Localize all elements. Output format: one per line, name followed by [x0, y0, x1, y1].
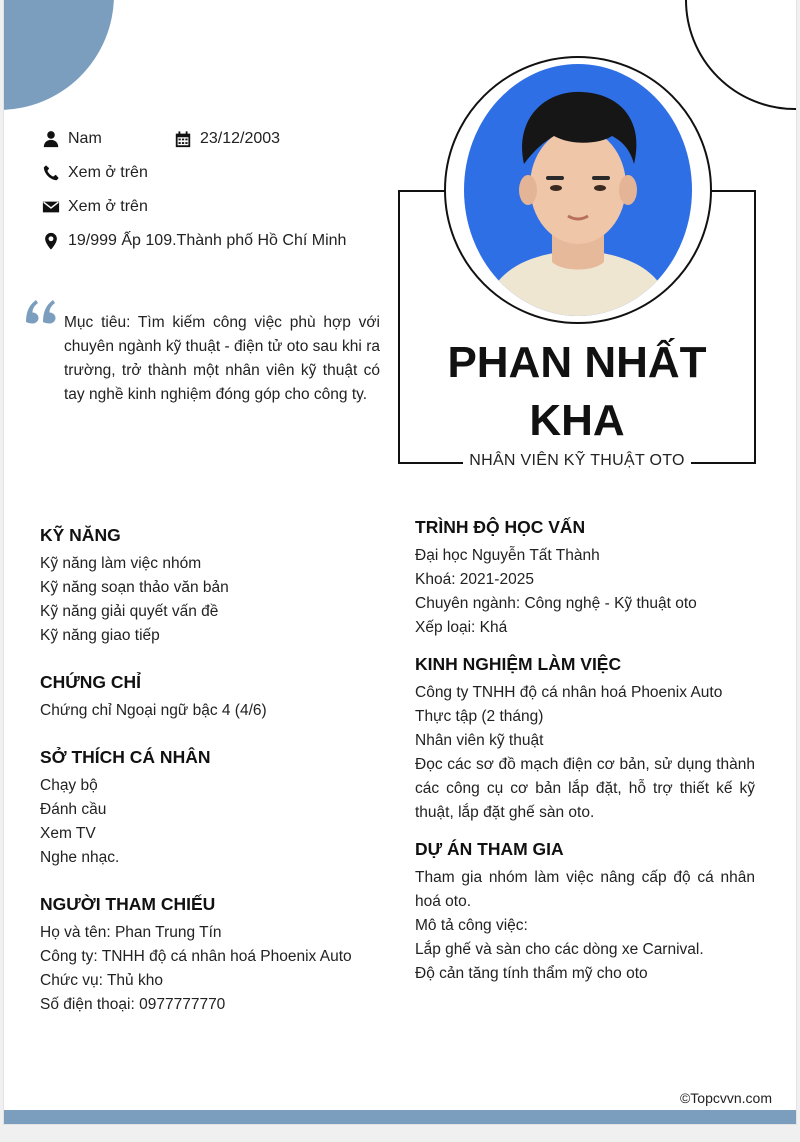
project-desc-label: Mô tả công việc: [415, 917, 528, 934]
skill-item: Kỹ năng làm việc nhóm [40, 555, 202, 572]
gender-row [42, 130, 102, 148]
address-row [42, 232, 346, 250]
reference-phone: Số điện thoại: 0977777770 [40, 996, 226, 1013]
hobbies-title: SỞ THÍCH CÁ NHÂN [40, 747, 211, 767]
skill-item: Kỹ năng giải quyết vấn đề [40, 603, 219, 620]
person-icon [42, 130, 60, 148]
skill-item: Kỹ năng soạn thảo văn bản [40, 579, 229, 596]
hobby-item: Chạy bộ [40, 777, 98, 794]
job-title-text: NHÂN VIÊN KỸ THUẬT OTO [463, 452, 691, 469]
email-text: Xem ở trên [68, 198, 148, 215]
quote-icon [24, 296, 60, 326]
hobby-item: Nghe nhạc. [40, 849, 120, 866]
cv-page [4, 0, 796, 1124]
education-major: Chuyên ngành: Công nghệ - Kỹ thuật oto [415, 595, 697, 612]
skills-list [40, 552, 229, 648]
references-list [40, 921, 352, 1017]
education-grade: Xếp loại: Khá [415, 619, 508, 636]
gender-text: Nam [68, 130, 102, 147]
education-course: Khoá: 2021-2025 [415, 571, 534, 588]
projects-details [415, 866, 755, 986]
full-name [400, 334, 754, 450]
projects-title: DỰ ÁN THAM GIA [415, 839, 564, 859]
skill-item: Kỹ năng giao tiếp [40, 627, 160, 644]
profile-photo [464, 64, 692, 316]
name-line-1: PHAN NHẤT [447, 338, 707, 387]
experience-details [415, 681, 755, 825]
project-summary: Tham gia nhóm làm việc nâng cấp độ cá nhân hoá oto. [415, 869, 755, 910]
certificate-item: Chứng chỉ Ngoại ngữ bậc 4 (4/6) [40, 702, 267, 719]
certificates-title: CHỨNG CHỈ [40, 672, 142, 692]
experience-title: KINH NGHIỆM LÀM VIỆC [415, 654, 622, 674]
hobbies-list [40, 774, 119, 870]
hobby-item: Đánh cầu [40, 801, 107, 818]
birthday-text: 23/12/2003 [200, 130, 281, 147]
location-pin-icon [42, 232, 60, 250]
project-task: Lắp ghế và sàn cho các dòng xe Carnival. [415, 941, 704, 958]
education-school: Đại học Nguyễn Tất Thành [415, 547, 600, 564]
education-title: TRÌNH ĐỘ HỌC VẤN [415, 517, 586, 537]
certificates-list [40, 699, 267, 723]
experience-description: Đọc các sơ đồ mạch điện cơ bản, sử dụng thành các công cụ cơ bản lắp đặt, hỗ trợ thiết kế kỹ thuật, lắp đặt ghế sàn oto. [415, 756, 755, 821]
calendar-icon [174, 130, 192, 148]
corner-blob-decoration [4, 0, 114, 110]
reference-company: Công ty: TNHH độ cá nhân hoá Phoenix Auto [40, 948, 352, 965]
envelope-icon [42, 198, 60, 216]
job-title [398, 452, 756, 470]
project-task: Độ cản tăng tính thẩm mỹ cho oto [415, 965, 648, 982]
reference-position: Chức vụ: Thủ kho [40, 972, 163, 989]
skills-title: KỸ NĂNG [40, 525, 121, 545]
hobby-item: Xem TV [40, 825, 96, 842]
bottom-accent-bar [4, 1110, 796, 1124]
experience-duration: Thực tập (2 tháng) [415, 708, 544, 725]
phone-text: Xem ở trên [68, 164, 148, 181]
birthday-row [174, 130, 280, 148]
address-text: 19/999 Ấp 109.Thành phố Hồ Chí Minh [68, 232, 347, 249]
experience-company: Công ty TNHH độ cá nhân hoá Phoenix Auto [415, 684, 723, 701]
portrait-illustration [464, 64, 692, 316]
phone-icon [42, 164, 60, 182]
reference-name: Họ và tên: Phan Trung Tín [40, 924, 222, 941]
copyright-footer[interactable]: ©Topcvvn.com [679, 1090, 772, 1106]
career-objective: Mục tiêu: Tìm kiếm công việc phù hợp với chuyên ngành kỹ thuật - điện tử oto sau khi ra trường, trở thành một nhân viên kỹ thuật có tay nghề kinh nghiệm đóng góp cho công ty. [64, 314, 380, 403]
references-title: NGƯỜI THAM CHIẾU [40, 894, 216, 914]
name-line-2: KHA [529, 396, 625, 445]
corner-ring-decoration [685, 0, 796, 110]
experience-role: Nhân viên kỹ thuật [415, 732, 544, 749]
phone-row [42, 164, 148, 182]
education-details [415, 544, 697, 640]
email-row [42, 198, 148, 216]
